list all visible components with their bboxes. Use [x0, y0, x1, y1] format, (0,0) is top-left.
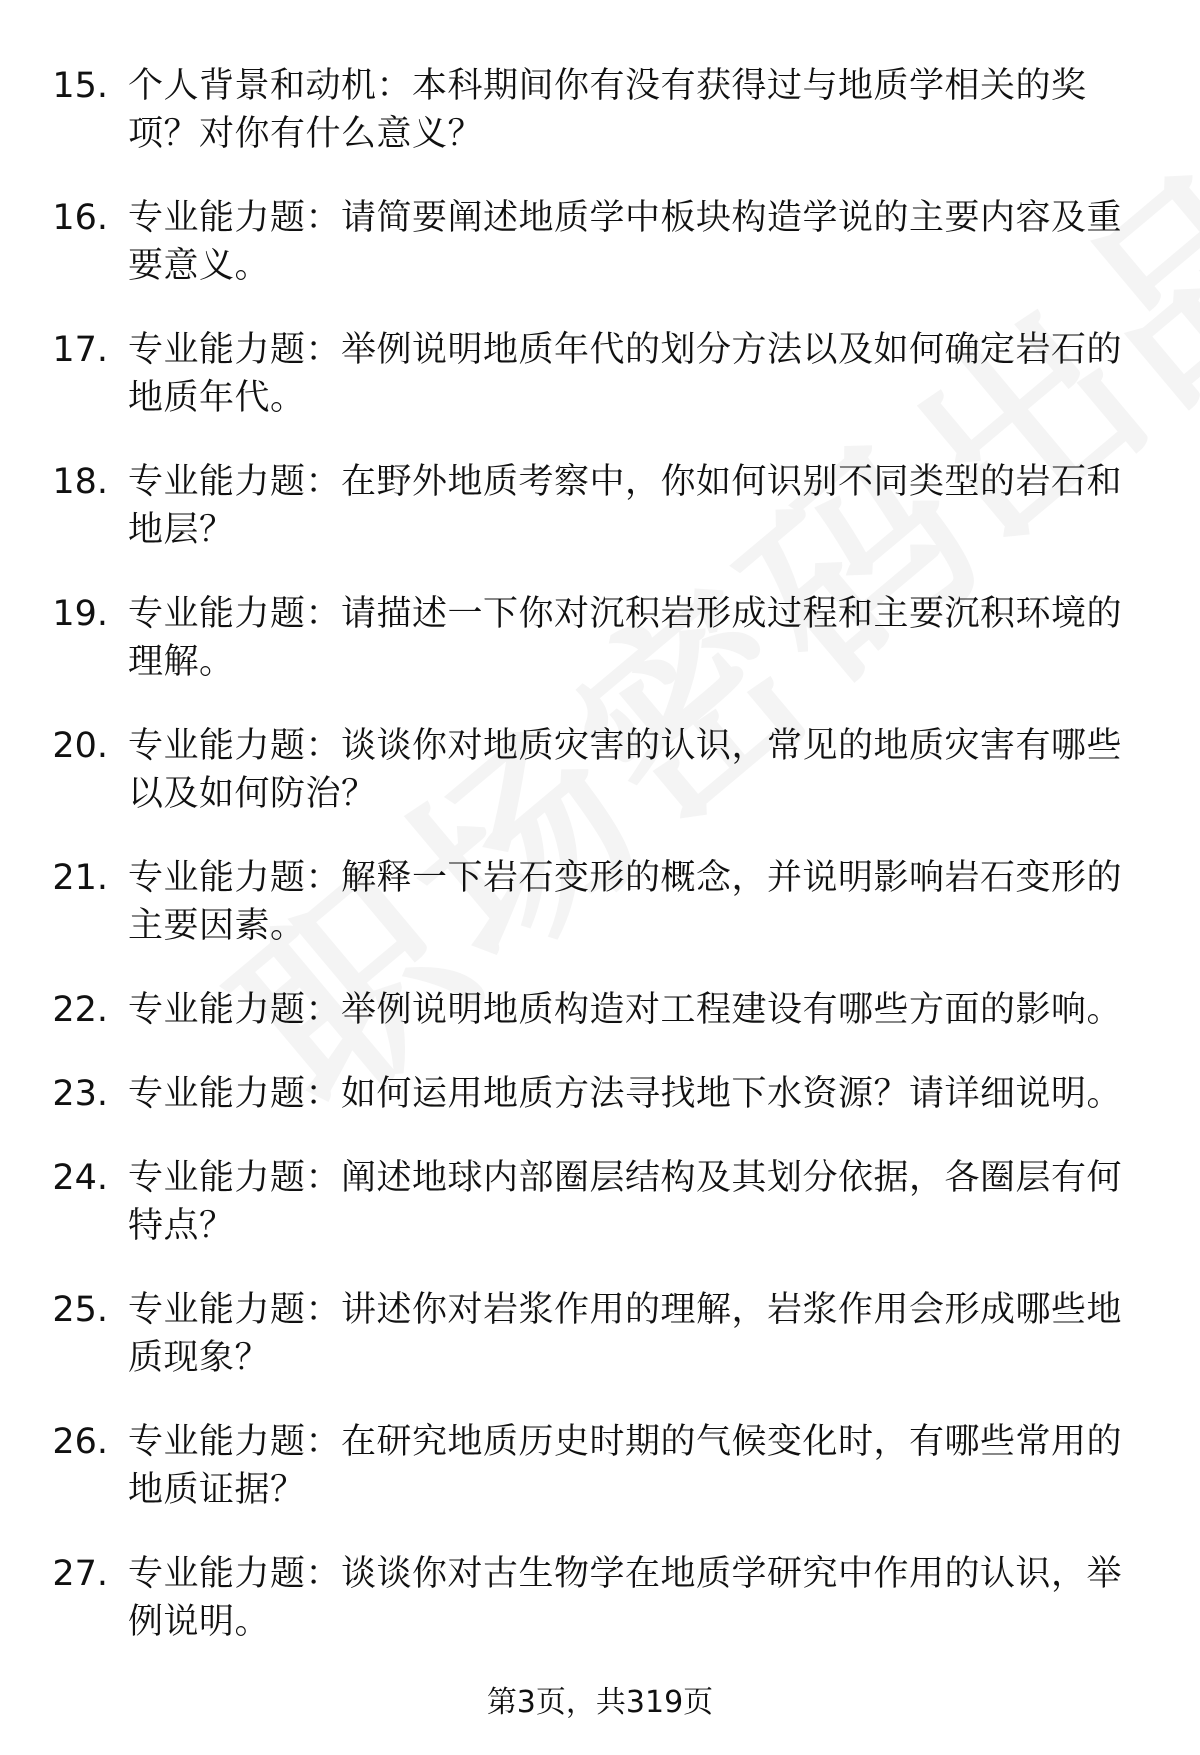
item-number: 24. — [52, 1158, 108, 1198]
item-number: 27. — [52, 1554, 108, 1594]
page-footer: 第3页，共319页 — [486, 1685, 714, 1720]
item-number: 23. — [52, 1074, 108, 1114]
item-text: 专业能力题：谈谈你对地质灾害的认识，常见的地质灾害有哪些以及如何防治？ — [128, 726, 1123, 814]
list-item — [0, 986, 1200, 1034]
item-text: 专业能力题：在野外地质考察中，你如何识别不同类型的岩石和地层？ — [128, 462, 1123, 550]
item-number: 19. — [52, 594, 108, 634]
item-text: 个人背景和动机：本科期间你有没有获得过与地质学相关的奖项？对你有什么意义？ — [128, 66, 1087, 154]
item-text: 专业能力题：在研究地质历史时期的气候变化时，有哪些常用的地质证据？ — [128, 1422, 1123, 1510]
list-item — [0, 1550, 1200, 1646]
item-number: 22. — [52, 990, 108, 1030]
item-number: 25. — [52, 1290, 108, 1330]
question-list — [0, 62, 1200, 1682]
item-text: 专业能力题：举例说明地质构造对工程建设有哪些方面的影响。 — [128, 990, 1123, 1030]
list-item — [0, 326, 1200, 422]
list-item — [0, 1070, 1200, 1118]
list-item — [0, 1418, 1200, 1514]
list-item — [0, 1286, 1200, 1382]
item-number: 18. — [52, 462, 108, 502]
item-number: 21. — [52, 858, 108, 898]
item-number: 26. — [52, 1422, 108, 1462]
item-number: 20. — [52, 726, 108, 766]
item-text: 专业能力题：讲述你对岩浆作用的理解，岩浆作用会形成哪些地质现象？ — [128, 1290, 1123, 1378]
list-item — [0, 854, 1200, 950]
item-text: 专业能力题：举例说明地质年代的划分方法以及如何确定岩石的地质年代。 — [128, 330, 1123, 418]
list-item — [0, 722, 1200, 818]
list-item — [0, 1154, 1200, 1250]
list-item — [0, 194, 1200, 290]
list-item — [0, 62, 1200, 158]
item-text: 专业能力题：阐述地球内部圈层结构及其划分依据，各圈层有何特点？ — [128, 1158, 1123, 1246]
item-text: 专业能力题：请描述一下你对沉积岩形成过程和主要沉积环境的理解。 — [128, 594, 1123, 682]
item-text: 专业能力题：解释一下岩石变形的概念，并说明影响岩石变形的主要因素。 — [128, 858, 1123, 946]
item-number: 15. — [52, 66, 108, 106]
item-text: 专业能力题：谈谈你对古生物学在地质学研究中作用的认识，举例说明。 — [128, 1554, 1123, 1642]
list-item — [0, 458, 1200, 554]
list-item — [0, 590, 1200, 686]
item-number: 16. — [52, 198, 108, 238]
item-number: 17. — [52, 330, 108, 370]
item-text: 专业能力题：如何运用地质方法寻找地下水资源？请详细说明。 — [128, 1074, 1123, 1114]
item-text: 专业能力题：请简要阐述地质学中板块构造学说的主要内容及重要意义。 — [128, 198, 1123, 286]
